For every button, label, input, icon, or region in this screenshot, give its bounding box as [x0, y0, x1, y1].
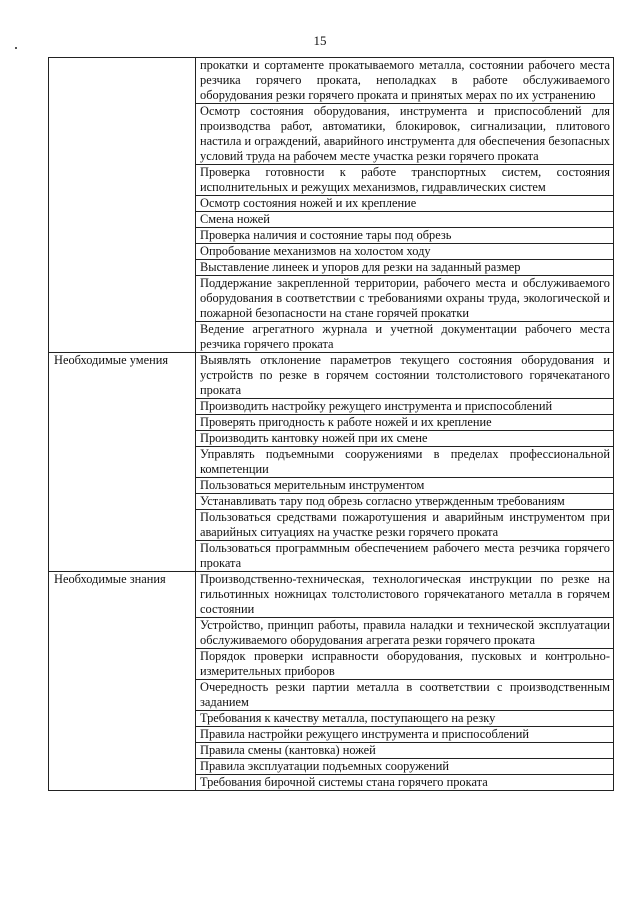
table-cell: Производить кантовку ножей при их смене	[196, 431, 614, 447]
table-cell: Пользоваться мерительным инструментом	[196, 478, 614, 494]
table-cell: Устанавливать тару под обрезь согласно утвержденным требованиям	[196, 494, 614, 510]
table-cell: Ведение агрегатного журнала и учетной документации рабочего места резчика горячего проката	[196, 322, 614, 353]
section-label: Необходимые умения	[49, 353, 196, 572]
table-cell: Правила смены (кантовка) ножей	[196, 743, 614, 759]
table-cell: Требования к качеству металла, поступающего на резку	[196, 711, 614, 727]
table-row	[49, 572, 614, 618]
table-cell: Осмотр состояния оборудования, инструмента и приспособлений для производства работ, автоматики, блокировок, сигнализации, плитового настила и ограждений, аварийного инструмента для обеспечения безопасных условий труда на рабочем месте участка резки горячего проката	[196, 104, 614, 165]
table-row	[49, 58, 614, 104]
table-cell: Очередность резки партии металла в соответствии с производственным заданием	[196, 680, 614, 711]
table-cell: Выявлять отклонение параметров текущего состояния оборудования и устройств по резке в горячем состоянии толстолистового горячекатаного проката	[196, 353, 614, 399]
table-cell: Производственно-техническая, технологическая инструкции по резке на гильотинных ножницах толстолистового горячекатаного металла в горячем состоянии	[196, 572, 614, 618]
table-cell: Смена ножей	[196, 212, 614, 228]
table-cell: Выставление линеек и упоров для резки на заданный размер	[196, 260, 614, 276]
table-cell: Поддержание закрепленной территории, рабочего места и обслуживаемого оборудования в соответствии с требованиями охраны труда, экологической и пожарной безопасности на стане горячей прокатки	[196, 276, 614, 322]
table-cell: Управлять подъемными сооружениями в пределах профессиональной компетенции	[196, 447, 614, 478]
section-label: Необходимые знания	[49, 572, 196, 791]
table-row	[49, 353, 614, 399]
table-cell: Требования бирочной системы стана горячего проката	[196, 775, 614, 791]
table-cell: прокатки и сортаменте прокатываемого металла, состоянии рабочего места резчика горячего проката, неполадках в работе обслуживаемого оборудования резки горячего проката и принятых мерах по их устранению	[196, 58, 614, 104]
requirements-table-body	[49, 58, 614, 791]
page-number: 15	[313, 33, 327, 48]
table-cell: Пользоваться программным обеспечением рабочего места резчика горячего проката	[196, 541, 614, 572]
table-cell: Проверка наличия и состояние тары под обрезь	[196, 228, 614, 244]
table-cell: Проверять пригодность к работе ножей и их крепление	[196, 415, 614, 431]
section-label	[49, 58, 196, 353]
table-cell: Пользоваться средствами пожаротушения и аварийным инструментом при аварийных ситуациях на участке резки горячего проката	[196, 510, 614, 541]
requirements-table	[48, 57, 614, 791]
table-cell: Осмотр состояния ножей и их крепление	[196, 196, 614, 212]
table-cell: Правила эксплуатации подъемных сооружений	[196, 759, 614, 775]
table-cell: Проверка готовности к работе транспортных систем, состояния исполнительных и режущих механизмов, гидравлических систем	[196, 165, 614, 196]
table-cell: Производить настройку режущего инструмента и приспособлений	[196, 399, 614, 415]
table-cell: Устройство, принцип работы, правила наладки и технической эксплуатации обслуживаемого оборудования агрегата резки горячего проката	[196, 618, 614, 649]
table-cell: Опробование механизмов на холостом ходу	[196, 244, 614, 260]
table-cell: Порядок проверки исправности оборудования, пусковых и контрольно-измерительных приборов	[196, 649, 614, 680]
table-cell: Правила настройки режущего инструмента и приспособлений	[196, 727, 614, 743]
scan-speck	[15, 47, 17, 49]
